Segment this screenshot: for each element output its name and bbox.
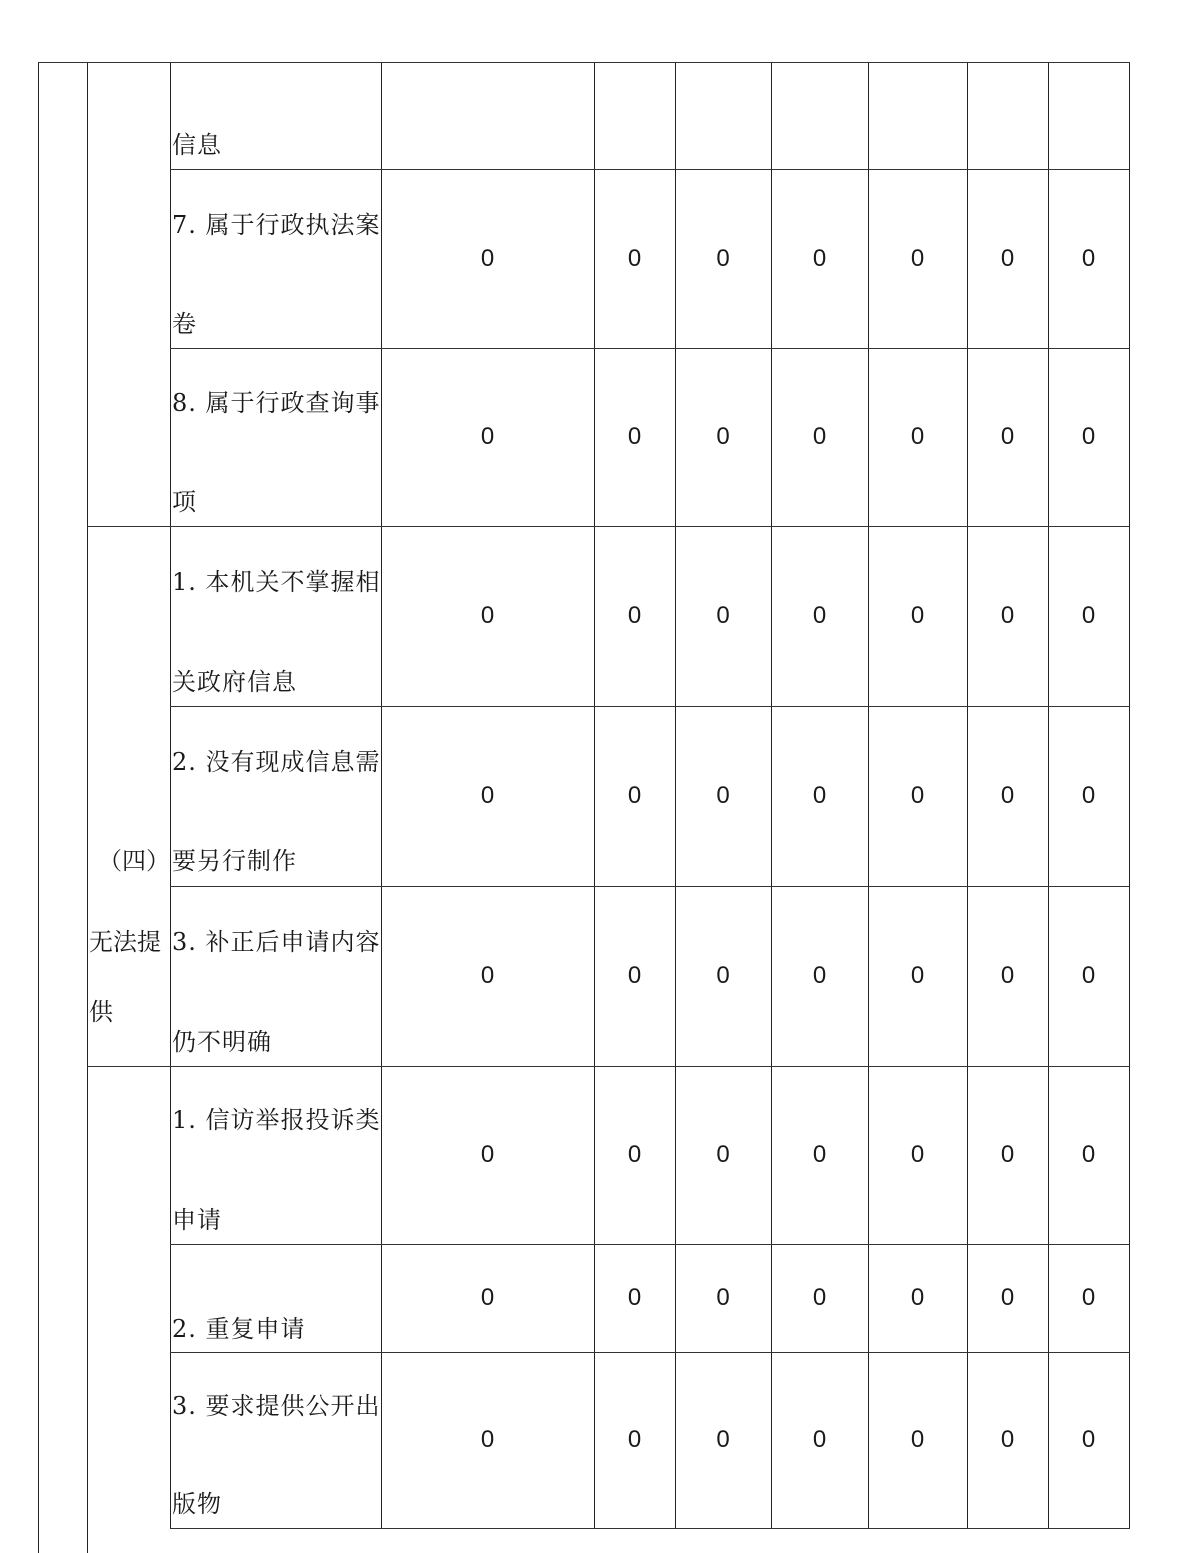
value-cell: 0 [910, 423, 925, 450]
col-border-1 [87, 62, 88, 1553]
row-label-line: 仍不明确 [172, 1028, 272, 1056]
value-cell: 0 [480, 962, 495, 989]
value-cell: 0 [1000, 962, 1015, 989]
row-label-line: 1. 本机关不掌握相 [172, 568, 381, 596]
value-cell: 0 [1081, 245, 1096, 272]
value-cell: 0 [1000, 245, 1015, 272]
row-label-line: 关政府信息 [172, 668, 297, 696]
row-label-line: 1. 信访举报投诉类 [172, 1106, 381, 1134]
value-cell: 0 [910, 782, 925, 809]
col-border-0 [38, 62, 39, 1553]
value-cell: 0 [812, 782, 827, 809]
row-label-line: 申请 [172, 1206, 222, 1234]
value-cell: 0 [910, 602, 925, 629]
table-bottom-border [170, 1528, 1130, 1529]
value-cell: 0 [480, 782, 495, 809]
group-label-line: （四） [98, 847, 170, 875]
value-cell: 0 [716, 962, 730, 989]
row-border [170, 886, 1130, 887]
group-label-line: 供 [89, 998, 113, 1026]
value-cell: 0 [812, 962, 827, 989]
value-cell: 0 [480, 423, 495, 450]
value-cell: 0 [1081, 602, 1096, 629]
value-cell: 0 [1081, 962, 1096, 989]
value-cell: 0 [627, 1284, 642, 1311]
col-border-2 [170, 62, 171, 1528]
row-label-line: 版物 [172, 1490, 222, 1518]
value-cell: 0 [1000, 1426, 1015, 1453]
value-cell: 0 [716, 423, 730, 450]
value-cell: 0 [910, 1426, 925, 1453]
value-cell: 0 [1081, 1426, 1096, 1453]
value-cell: 0 [1081, 782, 1096, 809]
row-label-line: 卷 [172, 310, 197, 338]
value-cell: 0 [812, 1141, 827, 1168]
row-border [87, 526, 1130, 527]
value-cell: 0 [812, 602, 827, 629]
value-cell: 0 [716, 602, 730, 629]
value-cell: 0 [627, 1426, 642, 1453]
value-cell: 0 [1000, 1141, 1015, 1168]
value-cell: 0 [1081, 423, 1096, 450]
value-cell: 0 [910, 1141, 925, 1168]
value-cell: 0 [627, 1141, 642, 1168]
value-cell: 0 [910, 1284, 925, 1311]
value-cell: 0 [716, 1284, 730, 1311]
value-cell: 0 [627, 962, 642, 989]
row-label-line: 3. 补正后申请内容 [172, 928, 381, 956]
value-cell: 0 [627, 782, 642, 809]
row-label-line: 2. 没有现成信息需 [172, 748, 381, 776]
value-cell: 0 [716, 782, 730, 809]
value-cell: 0 [1000, 782, 1015, 809]
value-cell: 0 [812, 1426, 827, 1453]
row-label-line: 信息 [172, 131, 222, 159]
value-cell: 0 [627, 245, 642, 272]
value-cell: 0 [1000, 423, 1015, 450]
value-cell: 0 [716, 1426, 730, 1453]
value-cell: 0 [812, 1284, 827, 1311]
value-cell: 0 [812, 423, 827, 450]
row-label-line: 要另行制作 [172, 847, 297, 875]
col-border-10 [1129, 62, 1130, 1528]
value-cell: 0 [1081, 1141, 1096, 1168]
value-cell: 0 [480, 245, 495, 272]
value-cell: 0 [1000, 1284, 1015, 1311]
value-cell: 0 [910, 962, 925, 989]
row-border [170, 348, 1130, 349]
row-label-line: 项 [172, 488, 197, 516]
value-cell: 0 [480, 1141, 495, 1168]
table-top-border [38, 62, 1130, 63]
row-label-line: 8. 属于行政查询事 [172, 389, 381, 417]
value-cell: 0 [480, 1426, 495, 1453]
row-border [170, 1352, 1130, 1353]
value-cell: 0 [627, 423, 642, 450]
value-cell: 0 [1081, 1284, 1096, 1311]
value-cell: 0 [716, 245, 730, 272]
row-label-line: 3. 要求提供公开出 [172, 1392, 381, 1420]
value-cell: 0 [716, 1141, 730, 1168]
value-cell: 0 [480, 602, 495, 629]
row-label-line: 7. 属于行政执法案 [172, 211, 381, 239]
group-label-line: 无法提 [89, 928, 161, 956]
row-border [170, 169, 1130, 170]
value-cell: 0 [1000, 602, 1015, 629]
value-cell: 0 [812, 245, 827, 272]
value-cell: 0 [480, 1284, 495, 1311]
value-cell: 0 [910, 245, 925, 272]
row-border [87, 1066, 1130, 1067]
row-border [170, 1244, 1130, 1245]
row-label-line: 2. 重复申请 [172, 1315, 306, 1343]
row-border [170, 706, 1130, 707]
value-cell: 0 [627, 602, 642, 629]
